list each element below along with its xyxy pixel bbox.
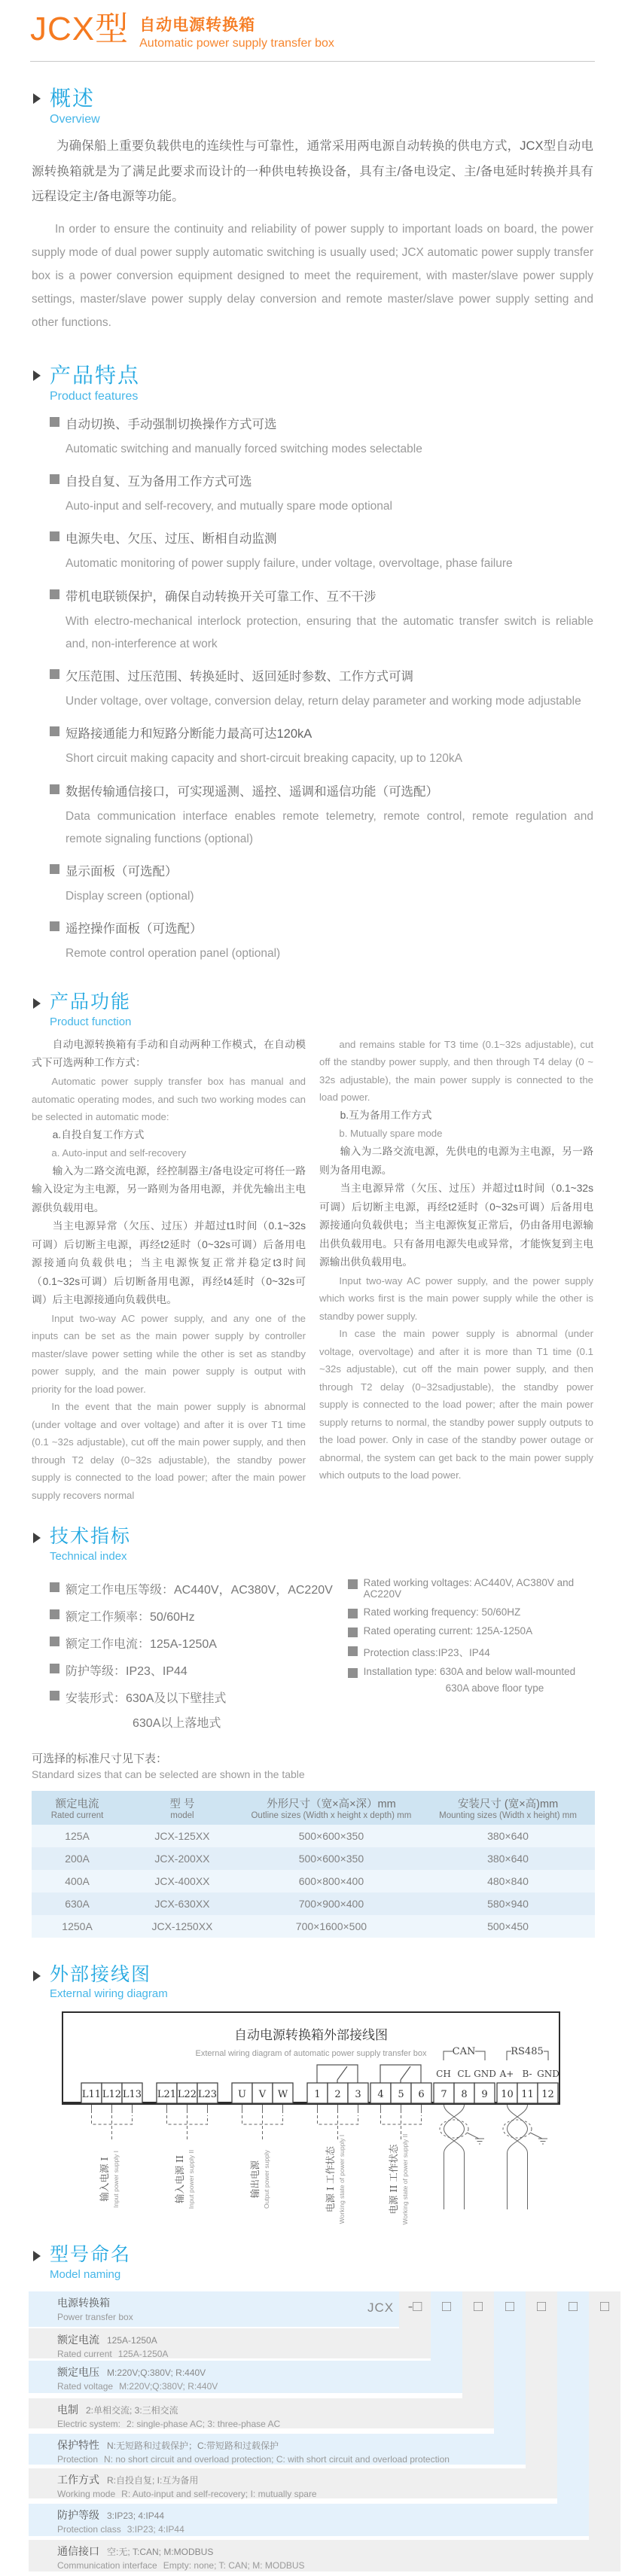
naming-row-communication: 通信接口 空:无; T:CAN; M:MODBUS Communication interface Empty: none; T: CAN; M: MODBUS <box>29 2540 620 2571</box>
square-bullet-icon <box>50 531 59 541</box>
section-title-cn: 产品功能 <box>50 991 132 1013</box>
group-label-en: Working state of power supply II <box>401 2134 409 2225</box>
svg-text:2: 2 <box>334 2089 341 2101</box>
section-title-en: Product features <box>50 390 139 403</box>
feature-en: Data communication interface enables remote telemetry, remote control, remote regulation and remote signaling functions (optional) <box>66 809 593 845</box>
overview-paragraph-en: In order to ensure the continuity and reliability of power supply to important loads on board, the power supply mode of dual power supply automatic switching is usually used; JCX automatic power supply transfer box is a power conversion equipment designed to meet the requirement, with master/slave power supply settings, master/slave power supply delay conversion and remote master/slave power supply setting and other functions. <box>32 223 593 330</box>
feature-cn: 显示面板（可选配） <box>66 865 178 878</box>
svg-text:L11: L11 <box>81 2089 102 2101</box>
group-label-cn: 电源 II 工作状态 <box>388 2145 399 2215</box>
section-title-en: Model naming <box>50 2267 121 2281</box>
page-header <box>0 0 625 50</box>
section-title-en: Overview <box>50 112 100 126</box>
square-bullet-icon <box>50 1691 59 1701</box>
square-bullet-icon <box>50 784 59 794</box>
section-overview-heading <box>33 87 625 126</box>
naming-row-rated-current: 额定电流 125A-1250A Rated current 125A-1250A <box>29 2328 431 2358</box>
feature-cn: 数据传输通信接口，可实现遥测、遥控、遥调和遥信功能（可选配） <box>66 784 438 799</box>
svg-text:11: 11 <box>521 2089 534 2101</box>
section-title-en: External wiring diagram <box>50 1987 168 2001</box>
function-paragraph: Input two-way AC power supply, and any one of the inputs can be set as the main power supply by controller master/slave power setting while the other is set as standby power supply, and the main power supply is output with priority for the load power. <box>32 1312 306 1395</box>
function-paragraph: 自动电源转换箱有手动和自动两种工作模式，在自动模式下可选两种工作方式： <box>32 1038 306 1069</box>
section-title-cn: 概述 <box>50 87 96 110</box>
cell-outline-size: 700×1600×500 <box>242 1915 421 1938</box>
tech-item: 额定工作频率：50/60Hz <box>66 1610 195 1624</box>
square-bullet-icon <box>348 1579 358 1589</box>
naming-row-protection-class: 防护等级 3:IP23; 4:IP44 Protection class 3:IP23; 4:IP44 <box>29 2504 589 2536</box>
svg-text:L22: L22 <box>177 2089 197 2101</box>
can-twisted-pair <box>440 2105 484 2209</box>
feature-en: Automatic monitoring of power supply failure, under voltage, overvoltage, phase failure <box>66 557 513 571</box>
square-bullet-icon <box>50 921 59 931</box>
square-bullet-icon <box>50 1664 59 1673</box>
cell-outline-size: 600×800×400 <box>242 1870 421 1892</box>
pin-label: GND <box>474 2069 496 2080</box>
model-digit-box: □ <box>568 2297 578 2315</box>
feature-en: Auto-input and self-recovery, and mutually spare mode optional <box>66 500 392 513</box>
model-prefix: JCX <box>367 2300 395 2315</box>
pin-label: CH <box>436 2069 451 2080</box>
col-header-cn: 额定电流 <box>55 1798 99 1810</box>
function-paragraph: 输入为二路交流电源，先供电的电源为主电源，另一路则为备用电源。 <box>319 1145 593 1176</box>
tech-item: 防护等级：IP23、IP44 <box>66 1664 188 1678</box>
function-paragraph: 输入为二路交流电源，经控制器主/备电设定可将任一路输入设定为主电源，另一路则为备用电源，并优先输出主电源供负载用电。 <box>32 1165 306 1213</box>
function-paragraph: In the event that the main power supply is abnormal (under voltage and over voltage) and after it is over T1 time (0.1 ~32s adjustable), cut off the main power supply, and then through T2 delay (0~32s adjustable), the standby power supply is connected to the load power; after the main power supply recovers normal <box>32 1401 306 1501</box>
cell-model: JCX-400XX <box>123 1870 242 1892</box>
table-row <box>32 1915 595 1938</box>
section-title-cn: 技术指标 <box>50 1526 132 1548</box>
table-row <box>32 1847 595 1870</box>
svg-text:8: 8 <box>461 2089 468 2101</box>
model-digit-box: □ <box>536 2297 547 2315</box>
diagram-title-en: External wiring diagram of automatic power supply transfer box <box>195 2049 427 2059</box>
function-paragraph: a. Auto-input and self-recovery <box>51 1147 187 1159</box>
section-function-heading <box>33 992 625 1028</box>
triangle-marker-icon <box>33 93 41 104</box>
table-row <box>32 1870 595 1892</box>
tech-item: 额定工作电流：125A-1250A <box>66 1637 217 1651</box>
feature-en: Display screen (optional) <box>66 890 194 903</box>
table-header-row <box>32 1791 595 1825</box>
tech-item: Rated operating current: 125A-1250A <box>363 1624 533 1637</box>
rs485-bracket <box>544 2051 548 2060</box>
feature-cn: 欠压范围、过压范围、转换延时、返回延时参数、工作方式可调 <box>66 670 413 684</box>
feature-cn: 短路接通能力和短路分断能力最高可达120kA <box>66 727 312 741</box>
model-digit-box: □ <box>599 2297 610 2315</box>
product-model-title: JCX型 <box>30 11 130 47</box>
square-bullet-icon <box>50 474 59 484</box>
group-label-cn: 输出电源 <box>249 2160 261 2199</box>
svg-text:L12: L12 <box>102 2089 122 2101</box>
function-paragraph: Input two-way AC power supply, and the power supply which works first is the main power supply while the other is standby power supply. <box>319 1274 593 1322</box>
pin-label: A+ <box>499 2069 514 2080</box>
cell-rated-current: 125A <box>32 1825 123 1847</box>
cell-rated-current: 200A <box>32 1847 123 1870</box>
feature-cn: 带机电联锁保护，确保自动转换开关可靠工作、互不干涉 <box>66 589 377 604</box>
tech-item: Protection class:IP23、IP44 <box>363 1646 490 1658</box>
square-bullet-icon <box>50 1609 59 1619</box>
group-label-en: Input power supply I <box>112 2151 120 2209</box>
product-title-en: Automatic power supply transfer box <box>139 37 334 50</box>
section-naming-heading <box>33 2245 625 2281</box>
col-header-en: Rated current <box>50 1810 104 1820</box>
table-row <box>32 1825 595 1847</box>
tech-item: Installation type: 630A and below wall-mounted <box>363 1665 576 1677</box>
square-bullet-icon <box>50 589 59 599</box>
cell-model: JCX-125XX <box>123 1825 242 1847</box>
function-left-column <box>32 1036 306 1505</box>
svg-text:W: W <box>277 2089 288 2101</box>
section-title-cn: 外部接线图 <box>50 1963 152 1985</box>
tech-item: 安装形式：630A及以下壁挂式 <box>66 1691 227 1705</box>
tech-item: Rated working voltages: AC440V, AC380V and AC220V <box>363 1576 575 1600</box>
function-paragraph: 当主电源异常（欠压、过压）并超过t1时间（0.1~32s可调）后切断主电源，再经t2延时（0~32s可调）后备用电源接通向负载供电；当主电源恢复正常后，仍由备用电源输出供负载用电。只有备用电源失电或异常，才能恢复到主电源输出供负载用电。 <box>319 1183 593 1268</box>
svg-text:U: U <box>238 2089 246 2101</box>
diagram-title-cn: 自动电源转换箱外部接线图 <box>234 2028 388 2044</box>
svg-text:12: 12 <box>541 2089 554 2101</box>
technical-right-column <box>348 1570 593 1731</box>
feature-cn: 遥控操作面板（可选配） <box>66 922 203 936</box>
function-paragraph: Automatic power supply transfer box has manual and automatic operating modes, and such two working modes can be selected in automatic mode: <box>32 1076 306 1123</box>
square-bullet-icon <box>348 1646 358 1656</box>
naming-row-protection: 保护特性 N:无短路和过载保护；C:带短路和过载保护 Protection N: no short circuit and overload protection; C: with short circuit and overload protection <box>29 2434 526 2465</box>
square-bullet-icon <box>50 417 59 427</box>
tech-item-continued: 630A above floor type <box>445 1682 544 1694</box>
feature-en: With electro-mechanical interlock protection, ensuring that the automatic transfer switch is reliable and, non-interference at work <box>66 614 593 650</box>
tech-item: 额定工作电压等级：AC440V，AC380V，AC220V <box>66 1583 333 1597</box>
sizes-note-en: Standard sizes that can be selected are shown in the table <box>32 1768 305 1780</box>
model-naming-diagram <box>29 2291 623 2576</box>
triangle-marker-icon <box>33 1533 41 1543</box>
square-bullet-icon <box>50 864 59 874</box>
header-divider <box>30 61 595 62</box>
square-bullet-icon <box>50 1637 59 1646</box>
col-header-en: Mounting sizes (Width x height) mm <box>439 1810 577 1820</box>
contact-symbol-power2 <box>380 2065 421 2083</box>
rs485-twisted-pair <box>503 2105 547 2209</box>
cell-rated-current: 1250A <box>32 1915 123 1938</box>
sizes-note-cn: 可选择的标准尺寸见下表： <box>32 1752 168 1765</box>
pin-label: CL <box>457 2069 471 2080</box>
svg-text:1: 1 <box>314 2089 321 2101</box>
group-labels <box>99 2134 409 2225</box>
group-label-cn: 输入电源 I <box>99 2157 110 2202</box>
feature-en: Automatic switching and manually forced switching modes selectable <box>66 443 422 456</box>
wiring-diagram-svg <box>0 2008 625 2227</box>
can-bus-label: CAN <box>452 2046 476 2058</box>
group-label-cn: 电源 I 工作状态 <box>325 2146 336 2213</box>
section-features-heading <box>33 364 625 403</box>
cell-mounting-size: 380×640 <box>421 1847 595 1870</box>
group-label-en: Working state of power supply I <box>338 2135 346 2224</box>
section-title-en: Technical index <box>50 1549 127 1563</box>
cell-rated-current: 400A <box>32 1870 123 1892</box>
svg-text:V: V <box>258 2089 267 2101</box>
function-paragraph: a.自投自复工作方式 <box>52 1128 145 1140</box>
technical-index <box>50 1570 593 1731</box>
model-digit-box: □ <box>473 2297 483 2315</box>
contact-symbol-power1 <box>317 2065 358 2083</box>
svg-text:3: 3 <box>355 2089 361 2101</box>
function-paragraph: b.互为备用工作方式 <box>340 1109 432 1121</box>
svg-text:L13: L13 <box>122 2089 142 2101</box>
svg-text:5: 5 <box>398 2089 404 2101</box>
cell-model: JCX-200XX <box>123 1847 242 1870</box>
svg-text:7: 7 <box>441 2089 447 2101</box>
function-paragraph: 当主电源异常（欠压、过压）并超过t1时间（0.1~32s可调）后切断主电源，再经t2延时（0~32s可调）后备用电源接通向负载供电；当主电源恢复正常并稳定t3时间（0.1~32s可调）后切断备用电源，再经t4延时（0~32s可调）后主电源接通向负载供电。 <box>32 1220 306 1306</box>
group-label-en: Input power supply II <box>188 2150 195 2209</box>
model-digit-box: □ <box>441 2297 452 2315</box>
cell-mounting-size: 580×940 <box>421 1892 595 1915</box>
feature-cn: 自投自复、互为备用工作方式可选 <box>66 475 252 489</box>
naming-row-rated-voltage: 额定电压 M:220V;Q:380V; R:440V Rated voltage M:220V;Q:380V; R:440V <box>29 2361 462 2393</box>
function-right-column <box>319 1036 593 1505</box>
col-header-cn: 安装尺寸 (宽×高)mm <box>457 1798 559 1810</box>
cell-mounting-size: 380×640 <box>421 1825 595 1847</box>
triangle-marker-icon <box>33 2251 41 2261</box>
triangle-marker-icon <box>33 998 41 1009</box>
feature-cn: 自动切换、手动强制切换操作方式可选 <box>66 418 277 432</box>
svg-text:9: 9 <box>481 2089 488 2101</box>
product-title-cn: 自动电源转换箱 <box>139 17 256 34</box>
standard-sizes-table <box>32 1791 595 1938</box>
naming-row-product: 电源转换箱 Power transfer box <box>29 2291 399 2327</box>
cell-outline-size: 700×900×400 <box>242 1892 421 1915</box>
naming-stripe-6 <box>557 2291 589 2536</box>
naming-row-working-mode: 工作方式 R:自投自复; I:互为备用 Working mode R: Auto-input and self-recovery; I: mutually spare <box>29 2468 557 2498</box>
feature-en: Remote control operation panel (optional) <box>66 947 281 961</box>
section-title-cn: 产品特点 <box>50 364 141 388</box>
square-bullet-icon <box>348 1668 358 1678</box>
col-header-cn: 型 号 <box>169 1798 195 1810</box>
function-paragraph: In case the main power supply is abnormal (under voltage, overvoltage) and after it is more than T1 time (0.1 ~32s adjustable), cut off the main power supply, and then through T2 delay (0~32sadjustable), the standby power supply is connected to the load power; after the main power supply returns to normal, the standby power supply outputs to the load power. Only in case of the standby power outage or abnormal, the system can get back to the main power supply which outputs to the load power. <box>319 1328 593 1481</box>
svg-text:6: 6 <box>418 2089 425 2101</box>
section-technical-heading <box>33 1527 625 1563</box>
group-connectors <box>92 2105 422 2140</box>
svg-text:4: 4 <box>377 2089 384 2101</box>
tech-item: Rated working frequency: 50/60HZ <box>363 1606 521 1618</box>
col-header-en: Outline sizes (Width x height x depth) mm <box>251 1810 412 1820</box>
pin-label: B- <box>522 2069 532 2080</box>
function-paragraph: b. Mutually spare mode <box>339 1128 443 1140</box>
naming-stripe-5 <box>526 2291 557 2498</box>
naming-row-electric-system: 电制 2:单相交流; 3:三相交流 Electric system: 2: single-phase AC; 3: three-phase AC <box>29 2398 494 2428</box>
square-bullet-icon <box>50 1582 59 1592</box>
function-columns <box>32 1036 593 1505</box>
tech-item-continued: 630A以上落地式 <box>133 1716 221 1730</box>
triangle-marker-icon <box>33 370 41 381</box>
square-bullet-icon <box>50 726 59 736</box>
col-header-en: model <box>170 1810 194 1820</box>
pin-label: GND <box>537 2069 559 2080</box>
can-bracket <box>444 2051 453 2060</box>
group-label-cn: 输入电源 II <box>174 2155 185 2204</box>
technical-left-column <box>50 1570 340 1731</box>
section-title-en: Product function <box>50 1015 132 1028</box>
cell-model: JCX-630XX <box>123 1892 242 1915</box>
wiring-diagram <box>0 2008 625 2231</box>
section-wiring-heading <box>33 1965 625 2001</box>
feature-cn: 电源失电、欠压、过压、断相自动监测 <box>66 532 277 547</box>
svg-text:L23: L23 <box>197 2089 218 2101</box>
cell-outline-size: 500×600×350 <box>242 1847 421 1870</box>
svg-text:10: 10 <box>501 2089 514 2101</box>
feature-list <box>50 414 593 965</box>
cell-mounting-size: 480×840 <box>421 1870 595 1892</box>
model-digit-box: □ <box>505 2297 515 2315</box>
rs485-bus-label: RS485 <box>511 2046 544 2058</box>
overview-paragraph-cn: 为确保船上重要负载供电的连续性与可靠性，通常采用两电源自动转换的供电方式，JCX型自动电源转换箱就是为了满足此要求而设计的一种供电转换设备，具有主/备电设定、主/备电延时转换并具有远程设定主/备电源等功能。 <box>32 139 593 204</box>
table-row <box>32 1892 595 1915</box>
cell-mounting-size: 500×450 <box>421 1915 595 1938</box>
square-bullet-icon <box>50 669 59 679</box>
feature-en: Short circuit making capacity and short-circuit breaking capacity, up to 120kA <box>66 752 462 766</box>
svg-text:L21: L21 <box>157 2089 177 2101</box>
square-bullet-icon <box>348 1609 358 1618</box>
col-header-cn: 外形尺寸（宽×高×深）mm <box>267 1798 396 1810</box>
model-digit-box: -□ <box>407 2297 422 2315</box>
function-paragraph: and remains stable for T3 time (0.1~32s adjustable), cut off the standby power supply, and then through T4 delay (0 ~ 32s adjustable), the main power supply is connected to the load power. <box>319 1038 593 1104</box>
feature-en: Under voltage, over voltage, conversion delay, return delay parameter and working mode adjustable <box>66 695 581 708</box>
naming-stripe-7 <box>589 2291 620 2571</box>
section-title-cn: 型号命名 <box>50 2244 132 2266</box>
cell-rated-current: 630A <box>32 1892 123 1915</box>
cell-outline-size: 500×600×350 <box>242 1825 421 1847</box>
square-bullet-icon <box>348 1628 358 1637</box>
triangle-marker-icon <box>33 1971 41 1981</box>
can-bracket <box>475 2051 485 2060</box>
group-label-en: Output power supply <box>263 2150 270 2209</box>
terminal-labels <box>82 2089 554 2100</box>
cell-model: JCX-1250XX <box>123 1915 242 1938</box>
